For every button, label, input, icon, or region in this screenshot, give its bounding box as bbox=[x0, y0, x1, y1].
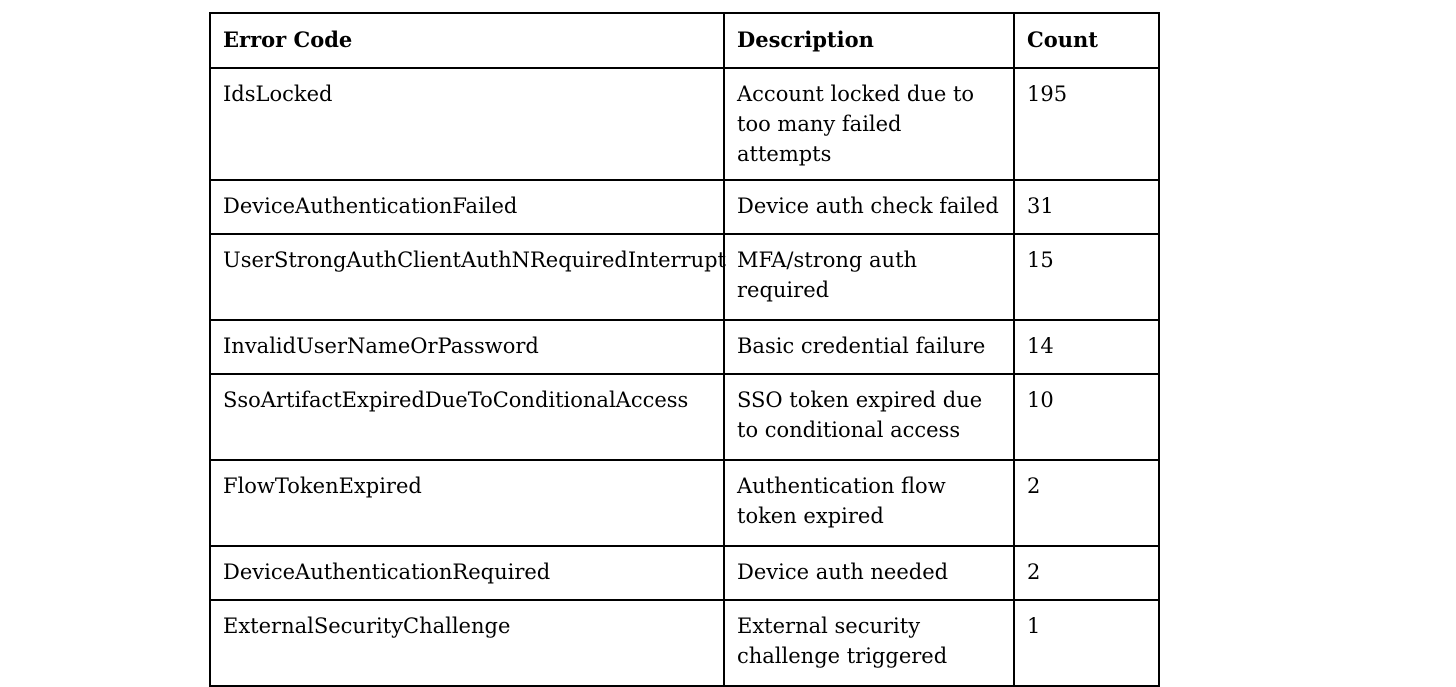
table-header-row bbox=[210, 13, 1159, 68]
header-count: Count bbox=[1014, 13, 1159, 68]
error-code-cell: SsoArtifactExpiredDueToConditionalAccess bbox=[210, 374, 724, 460]
count-cell: 10 bbox=[1014, 374, 1159, 460]
count-cell: 14 bbox=[1014, 320, 1159, 374]
error-code-cell: ExternalSecurityChallenge bbox=[210, 600, 724, 686]
description-cell: External security challenge triggered bbox=[724, 600, 1014, 686]
count-cell: 15 bbox=[1014, 234, 1159, 320]
description-cell: SSO token expired due to conditional access bbox=[724, 374, 1014, 460]
header-description: Description bbox=[724, 13, 1014, 68]
description-cell: MFA/strong auth required bbox=[724, 234, 1014, 320]
error-code-cell: FlowTokenExpired bbox=[210, 460, 724, 546]
error-code-cell: DeviceAuthenticationFailed bbox=[210, 180, 724, 234]
error-code-cell: DeviceAuthenticationRequired bbox=[210, 546, 724, 600]
description-cell: Device auth needed bbox=[724, 546, 1014, 600]
error-code-cell: InvalidUserNameOrPassword bbox=[210, 320, 724, 374]
table-row bbox=[210, 180, 1159, 234]
description-cell: Authentication flow token expired bbox=[724, 460, 1014, 546]
count-cell: 1 bbox=[1014, 600, 1159, 686]
error-code-cell: UserStrongAuthClientAuthNRequiredInterrupt bbox=[210, 234, 724, 320]
error-code-cell: IdsLocked bbox=[210, 68, 724, 180]
table-row bbox=[210, 234, 1159, 320]
count-cell: 195 bbox=[1014, 68, 1159, 180]
count-cell: 2 bbox=[1014, 460, 1159, 546]
table-row bbox=[210, 600, 1159, 686]
table-row bbox=[210, 68, 1159, 180]
header-error-code: Error Code bbox=[210, 13, 724, 68]
table-row bbox=[210, 320, 1159, 374]
error-code-table bbox=[209, 12, 1160, 687]
count-cell: 2 bbox=[1014, 546, 1159, 600]
table-row bbox=[210, 460, 1159, 546]
description-cell: Account locked due to too many failed attempts bbox=[724, 68, 1014, 180]
table-row bbox=[210, 546, 1159, 600]
table-row bbox=[210, 374, 1159, 460]
description-cell: Basic credential failure bbox=[724, 320, 1014, 374]
count-cell: 31 bbox=[1014, 180, 1159, 234]
description-cell: Device auth check failed bbox=[724, 180, 1014, 234]
